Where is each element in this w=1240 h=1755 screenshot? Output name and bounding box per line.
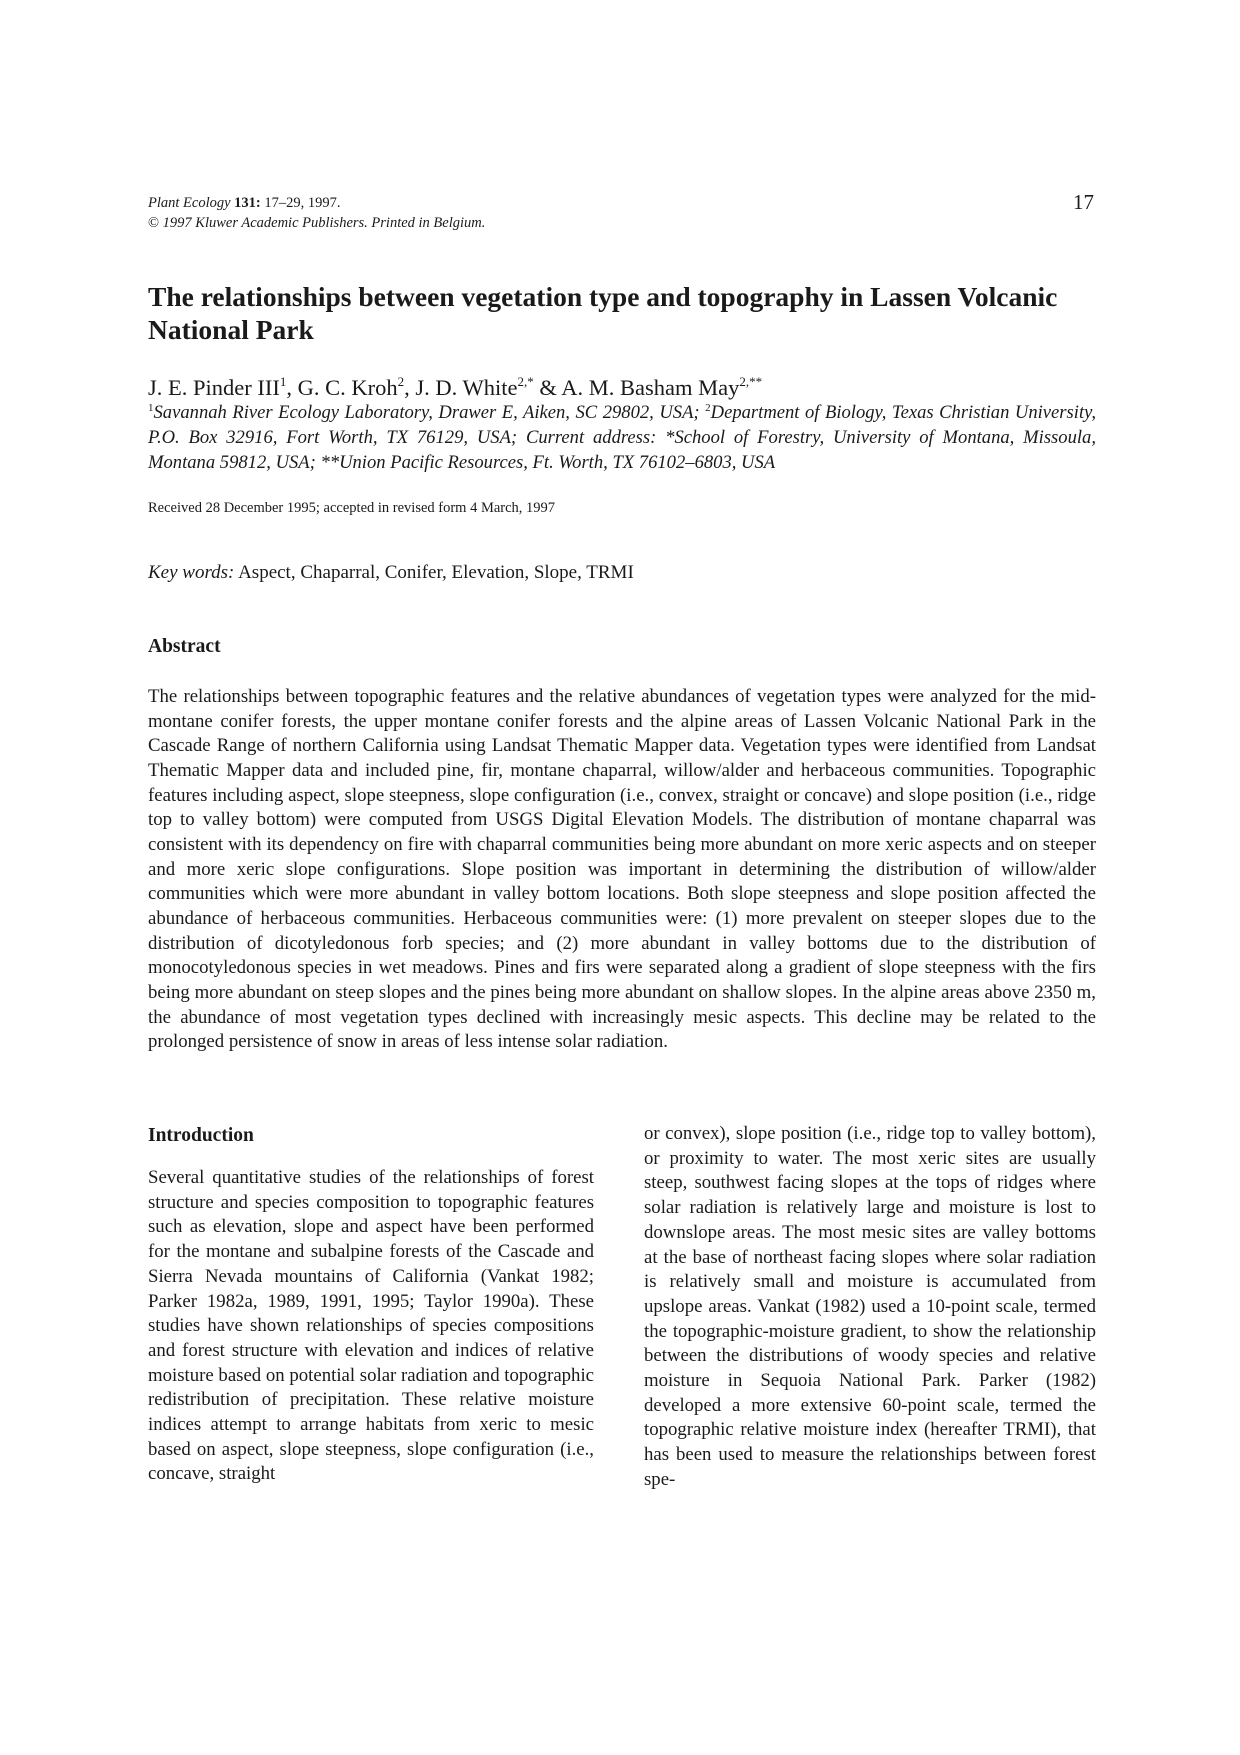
copyright-line xyxy=(148,213,485,233)
journal-pages: 17–29, 1997. xyxy=(260,195,341,211)
author-separator: , xyxy=(404,375,416,400)
abstract-heading: Abstract xyxy=(148,636,221,657)
author-separator: , xyxy=(286,375,298,400)
article-title: The relationships between vegetation type and topography in Lassen Volcanic National Park xyxy=(148,281,1058,345)
introduction-heading: Introduction xyxy=(148,1125,254,1146)
introduction-left-column: Several quantitative studies of the relationships of forest structure and species composition to topographic features such as elevation, slope and aspect have been performed for the montane and subalpine forests of the Cascade and Sierra Nevada mountains of California (Vankat 1982; Parker 1982a, 1989, 1991, 1995; Taylor 1990a). These studies have shown relationships of species compositions and forest structure with elevation and indices of relative moisture based on potential solar radiation and topographic redistribution of precipitation. These relative moisture indices attempt to arrange habitats from xeric to mesic based on aspect, slope steepness, slope configuration (i.e., concave, straight xyxy=(148,1167,594,1485)
author-name: J. E. Pinder III xyxy=(148,375,280,400)
journal-name: Plant Ecology xyxy=(148,195,231,211)
received-dates: Received 28 December 1995; accepted in revised form 4 March, 1997 xyxy=(148,500,556,516)
keywords-label: Key words: xyxy=(148,562,235,583)
abstract-text: The relationships between topographic features and the relative abundances of vegetation types were analyzed for the mid-montane conifer forests, the upper montane conifer forests and the alpine areas of Lassen Volcanic National Park in the Cascade Range of northern California using Landsat Thematic Mapper data. Vegetation types were identified from Landsat Thematic Mapper data and included pine, fir, montane chaparral, willow/alder and herbaceous communities. Topographic features including aspect, slope steepness, slope configuration (i.e., convex, straight or concave) and slope position (i.e., ridge top to valley bottom) were computed from USGS Digital Elevation Models. The distribution of montane chaparral was consistent with its dependency on fire with chaparral communities being more abundant on more xeric aspects and on steeper and more xeric slope configurations. Slope position was important in determining the distribution of willow/alder communities which were more abundant in valley bottom locations. Both slope steepness and slope position affected the abundance of herbaceous communities. Herbaceous communities were: (1) more prevalent on steeper slopes due to the distribution of dicotyledonous forb species; and (2) more abundant in valley bottoms due to the distribution of monocotyledonous species in wet meadows. Pines and firs were separated along a gradient of slope steepness with the firs being more abundant on steep slopes and the pines being more abundant on shallow slopes. In the alpine areas above 2350 m, the abundance of most vegetation types declined with increasingly mesic aspects. This decline may be related to the prolonged persistence of snow in areas of less intense solar radiation. xyxy=(148,686,1096,1053)
author-separator: & xyxy=(533,375,562,400)
affiliation-text: Savannah River Ecology Laboratory, Drawer E, Aiken, SC 29802, USA; xyxy=(153,402,706,423)
author-affiliation-mark: 2,** xyxy=(739,374,763,389)
keywords-list: Aspect, Chaparral, Conifer, Elevation, Slope, TRMI xyxy=(234,562,634,583)
author-affiliation-mark: 2,* xyxy=(517,374,534,389)
author-list xyxy=(148,374,762,402)
page-number: 17 xyxy=(1073,190,1094,214)
journal-line xyxy=(148,193,485,213)
affiliation-mark: 2 xyxy=(705,402,711,414)
author-name: A. M. Basham May xyxy=(561,375,740,400)
author-affiliations xyxy=(148,400,1096,475)
affiliation-mark: 1 xyxy=(148,402,154,414)
keywords-line xyxy=(148,562,634,584)
copyright-text: 1997 Kluwer Academic Publishers. Printed in Belgium. xyxy=(159,215,486,231)
journal-volume: 131: xyxy=(234,195,261,211)
copyright-icon: © xyxy=(148,215,160,231)
author-affiliation-mark: 1 xyxy=(279,374,287,389)
author-name: G. C. Kroh xyxy=(297,375,398,400)
introduction-right-column: or convex), slope position (i.e., ridge top to valley bottom), or proximity to water. The most xeric sites are usually steep, southwest facing slopes at the tops of ridges where solar radiation is relatively large and moisture is lost to downslope areas. The most mesic sites are valley bottoms at the base of northeast facing slopes where solar radiation is relatively small and moisture is accumulated from upslope areas. Vankat (1982) used a 10-point scale, termed the topographic-moisture gradient, to show the relationship between the distributions of woody species and relative moisture in Sequoia National Park. Parker (1982) developed a more extensive 60-point scale, termed the topographic relative moisture index (hereafter TRMI), that has been used to measure the relationships between forest spe- xyxy=(644,1123,1096,1490)
affiliation-text: Department of Biology, Texas Christian University, P.O. Box 32916, Fort Worth, TX 76129, USA; Current address: *School of Forestry, University of Montana, Missoula, Montana 59812, USA; **Union Pacific Resources, Ft. Worth, TX 76102–6803, USA xyxy=(148,402,1096,473)
author-affiliation-mark: 2 xyxy=(397,374,405,389)
author-name: J. D. White xyxy=(415,375,518,400)
journal-citation xyxy=(148,193,485,233)
